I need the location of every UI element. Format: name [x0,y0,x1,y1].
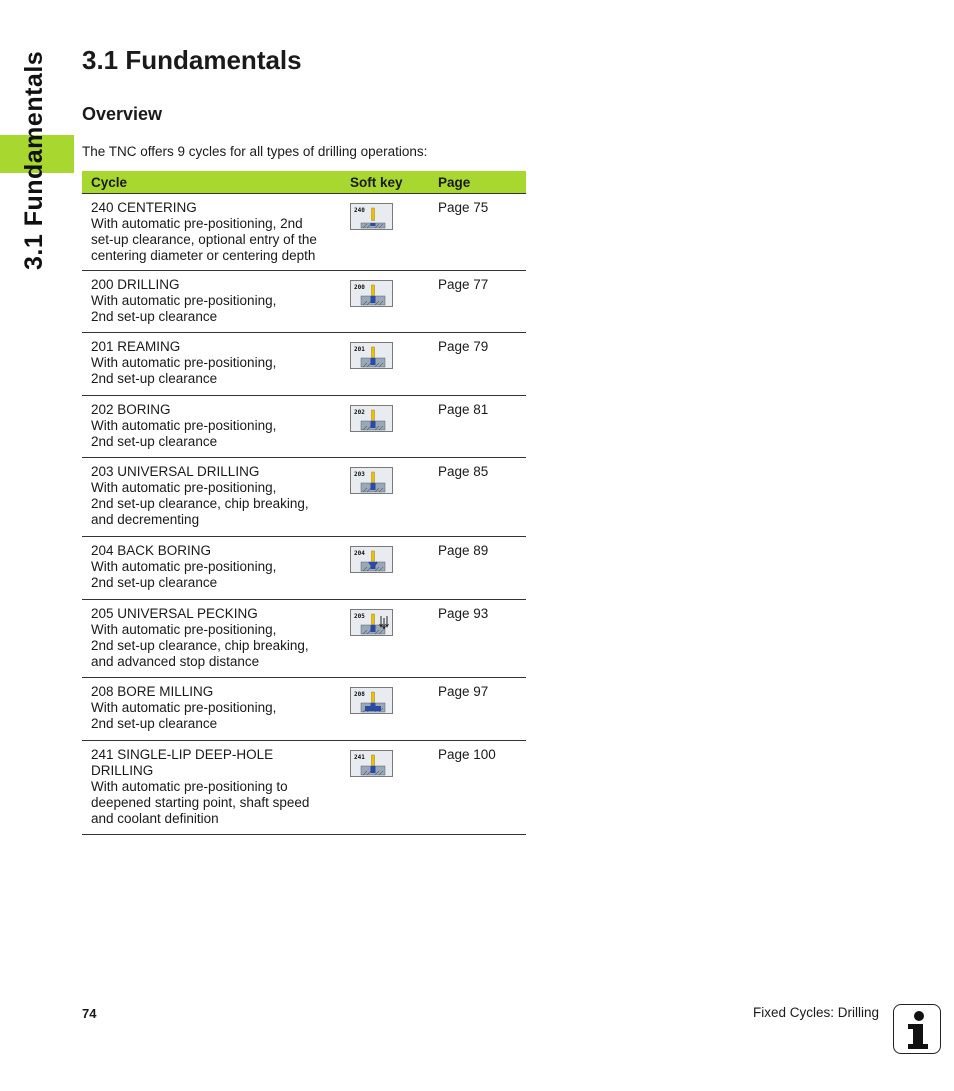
softkey-number: 202 [354,409,365,416]
cycle-cell [82,458,350,536]
section-heading: Overview [82,104,163,124]
table-row [82,600,526,678]
cycle-cell [82,194,350,270]
cycle-description: With automatic pre-positioning, 2nd set-up clearance [91,700,277,731]
cycle-200-softkey-icon[interactable] [350,280,393,307]
footer-chapter-name: Fixed Cycles: Drilling [753,1005,880,1020]
softkey-number: 204 [354,550,365,557]
softkey-number: 208 [354,691,365,698]
cycle-description: With automatic pre-positioning, 2nd set-up clearance, optional entry of the centering diameter or centering depth [91,216,317,263]
cycle-204-softkey-icon[interactable] [350,546,393,573]
softkey-cell [350,600,438,677]
softkey-number: 241 [354,754,365,761]
table-body [82,193,526,835]
softkey-cell [350,333,438,395]
table-row [82,271,526,333]
header-cycle: Cycle [91,174,128,190]
softkey-number: 240 [354,207,365,214]
softkey-cell [350,537,438,599]
page-reference[interactable]: Page 75 [438,200,489,215]
info-icon [893,1004,941,1054]
side-chapter-title: 3.1 Fundamentals [20,50,48,270]
cycle-description: With automatic pre-positioning, 2nd set-up clearance, chip breaking, and decrementing [91,480,309,527]
cycle-name: 202 BORING [91,402,171,417]
cycle-description: With automatic pre-positioning, 2nd set-up clearance [91,418,277,449]
page-reference[interactable]: Page 97 [438,684,489,699]
cycle-name: 203 UNIVERSAL DRILLING [91,464,260,479]
cycle-description: With automatic pre-positioning, 2nd set-up clearance [91,293,277,324]
cycle-cell [82,396,350,457]
cycle-name: 204 BACK BORING [91,543,212,558]
softkey-cell [350,396,438,457]
cycle-cell [82,333,350,395]
softkey-cell [350,458,438,536]
page-reference[interactable]: Page 81 [438,402,489,417]
intro-text: The TNC offers 9 cycles for all types of drilling operations: [82,144,428,159]
cycle-202-softkey-icon[interactable] [350,405,393,432]
cycle-cell [82,678,350,740]
softkey-cell [350,741,438,834]
cycle-201-softkey-icon[interactable] [350,342,393,369]
cycle-205-softkey-icon[interactable] [350,609,393,636]
table-row [82,678,526,741]
cycle-cell [82,537,350,599]
cycle-name: 205 UNIVERSAL PECKING [91,606,258,621]
softkey-number: 201 [354,346,365,353]
cycle-cell [82,271,350,332]
cycle-description: With automatic pre-positioning, 2nd set-up clearance, chip breaking, and advanced stop distance [91,622,309,669]
cycle-241-softkey-icon[interactable] [350,750,393,777]
softkey-cell [350,271,438,332]
page-reference[interactable]: Page 79 [438,339,489,354]
cycle-name: 241 SINGLE-LIP DEEP-HOLE DRILLING [91,747,274,778]
cycle-name: 208 BORE MILLING [91,684,214,699]
cycle-name: 200 DRILLING [91,277,180,292]
page-reference[interactable]: Page 100 [438,747,496,762]
cycle-203-softkey-icon[interactable] [350,467,393,494]
softkey-number: 205 [354,613,365,620]
cycle-description: With automatic pre-positioning, 2nd set-up clearance [91,559,277,590]
table-row [82,193,526,271]
softkey-number: 203 [354,471,365,478]
cycle-cell [82,600,350,677]
cycles-table [82,171,526,835]
table-row [82,458,526,537]
page-reference[interactable]: Page 77 [438,277,489,292]
table-header [82,171,526,193]
table-row [82,741,526,835]
page-number: 74 [82,1006,97,1021]
table-row [82,333,526,396]
cycle-208-softkey-icon[interactable] [350,687,393,714]
cycle-description: With automatic pre-positioning, 2nd set-up clearance [91,355,277,386]
header-softkey: Soft key [350,174,403,190]
table-row [82,396,526,458]
page-reference[interactable]: Page 85 [438,464,489,479]
cycle-name: 240 CENTERING [91,200,197,215]
header-page: Page [438,174,471,190]
page-reference[interactable]: Page 93 [438,606,489,621]
softkey-cell [350,194,438,270]
cycle-240-softkey-icon[interactable] [350,203,393,230]
cycle-name: 201 REAMING [91,339,181,354]
page-title: 3.1 Fundamentals [82,45,302,75]
page-reference[interactable]: Page 89 [438,543,489,558]
softkey-number: 200 [354,284,365,291]
cycle-cell [82,741,350,834]
cycle-description: With automatic pre-positioning to deepened starting point, shaft speed and coolant definition [91,779,310,826]
softkey-cell [350,678,438,740]
table-row [82,537,526,600]
